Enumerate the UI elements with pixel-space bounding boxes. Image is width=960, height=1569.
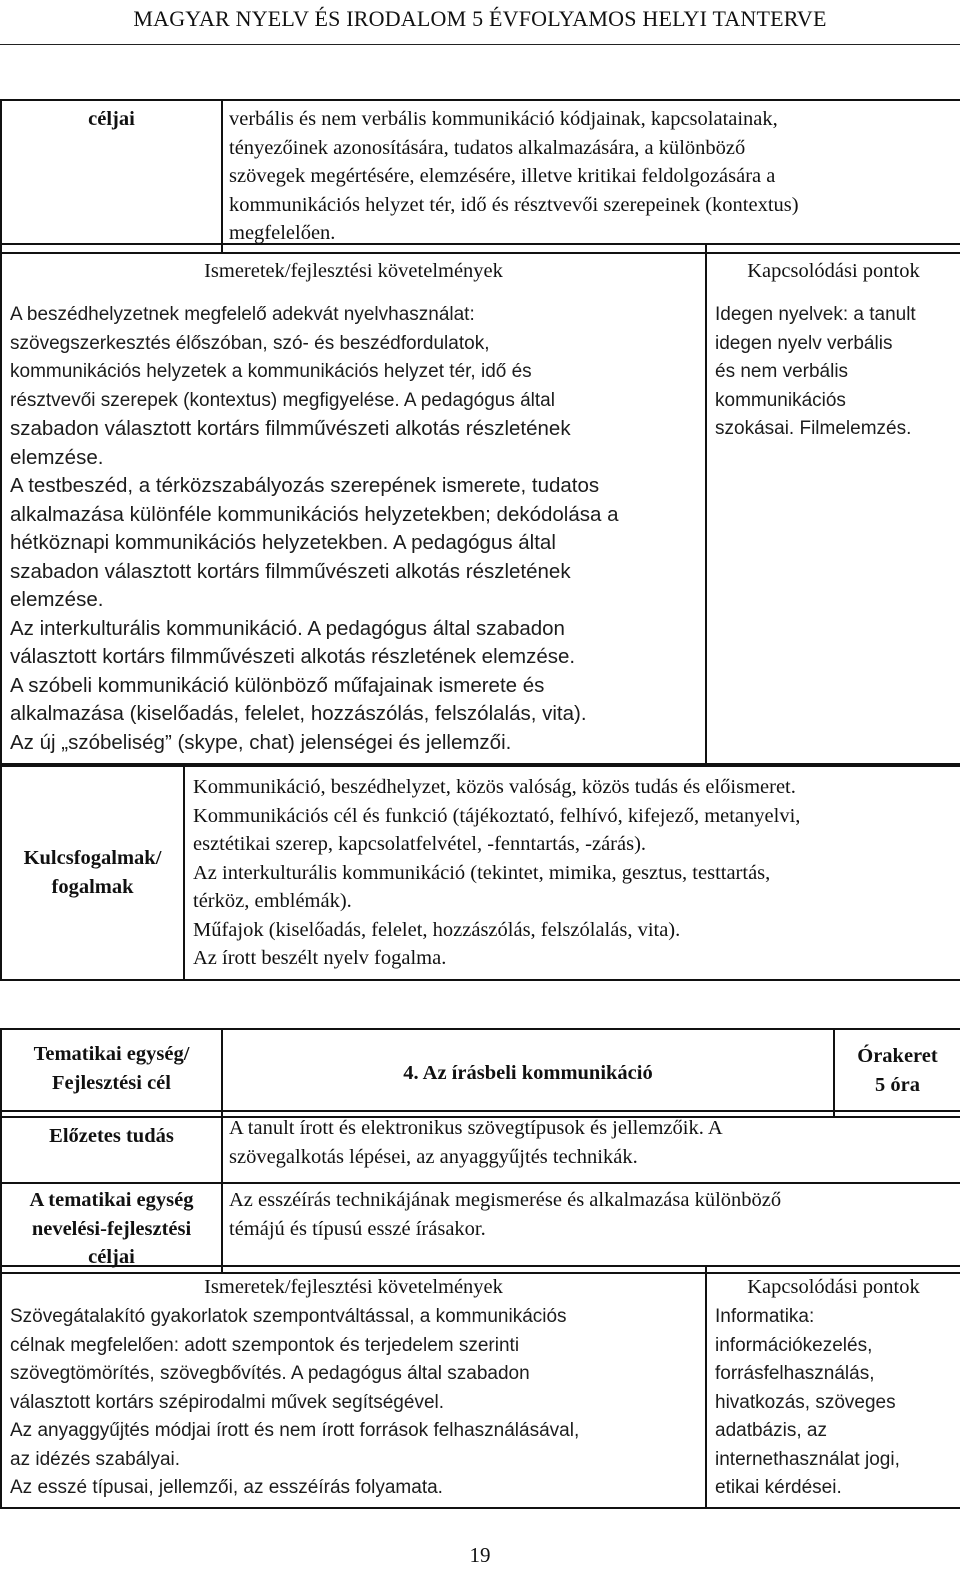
- text-line: alkalmazása különféle kommunikációs helyzetekben; dekódolása a: [10, 502, 619, 526]
- unit4-requirements-text: [1, 1303, 706, 1508]
- unit3-requirements-text: [1, 297, 706, 764]
- text-line: Az interkulturális kommunikáció. A pedagógus által szabadon: [10, 616, 565, 640]
- unit3-connections-text: [706, 297, 960, 764]
- unit4-goals-label: [1, 1183, 222, 1273]
- text-line: szabadon választott kortárs filmművészeti alkotás részletének: [10, 559, 571, 583]
- unit4-connections-text: [706, 1303, 960, 1508]
- text-line: Kommunikáció, beszédhelyzet, közös valóság, közös tudás és előismeret.: [193, 776, 796, 798]
- text-line: elemzése.: [10, 445, 104, 469]
- unit4-prior-label: Előzetes tudás: [1, 1111, 222, 1183]
- text-line: szövegtömörítés, szövegbővítés. A pedagógus által szabadon: [10, 1363, 530, 1384]
- text-line: alkalmazása (kiselőadás, felelet, hozzászólás, felszólalás, vita).: [10, 702, 587, 725]
- text-line: Az anyaggyűjtés módjai írott és nem írott források felhasználásával,: [10, 1420, 580, 1441]
- unit4-topic-label: [1, 1029, 222, 1117]
- text-line: térköz, emblémák).: [193, 890, 352, 912]
- text-line: kommunikációs: [715, 389, 846, 411]
- text-line: megfelelően.: [229, 222, 336, 244]
- text-line: információkezelés,: [715, 1334, 873, 1356]
- unit4-topic-table: [0, 1028, 960, 1118]
- text-line: szabadon választott kortárs filmművészeti alkotás részletének: [10, 417, 571, 440]
- unit3-goals-table: [0, 99, 960, 254]
- unit4-hours: [834, 1029, 960, 1117]
- text-line: kommunikációs helyzetek a kommunikációs helyzet tér, idő és: [10, 361, 532, 382]
- unit4-prior-text: [222, 1111, 960, 1183]
- unit4-connections-header: Kapcsolódási pontok: [706, 1266, 960, 1303]
- hours-label: Órakeret: [857, 1045, 938, 1067]
- text-line: szövegalkotás lépései, az anyaggyűjtés technikák.: [229, 1145, 638, 1168]
- page-number: 19: [469, 1543, 491, 1567]
- text-line: A szóbeli kommunikáció különböző műfajainak ismerete és: [10, 673, 545, 697]
- unit3-requirements-table: [0, 243, 960, 765]
- text-line: választott kortárs filmművészeti alkotás részletének elemzése.: [10, 645, 576, 668]
- page-header-title: MAGYAR NYELV ÉS IRODALOM 5 ÉVFOLYAMOS HELYI TANTERVE: [133, 6, 827, 31]
- text-line: Az esszéírás technikájának megismerése és alkalmazása különböző: [229, 1189, 782, 1211]
- text-line: verbális és nem verbális kommunikáció kódjainak, kapcsolatainak,: [229, 108, 778, 130]
- unit3-requirements-header: Ismeretek/fejlesztési követelmények: [1, 244, 706, 297]
- text-line: választott kortárs szépirodalmi művek segítségével.: [10, 1391, 445, 1413]
- unit4-prior-goals-table: [0, 1110, 960, 1274]
- text-line: Az új „szóbeliség” (skype, chat) jelenségei és jellemzői.: [10, 730, 512, 754]
- text-line: Szövegátalakító gyakorlatok szempontváltással, a kommunikációs: [10, 1306, 567, 1327]
- unit3-key-concepts-label: [1, 766, 184, 980]
- text-line: Kommunikációs cél és funkció (tájékoztató, felhívó, kifejező, metanyelvi,: [193, 804, 801, 827]
- text-line: Az esszé típusai, jellemzői, az esszéírás folyamata.: [10, 1477, 443, 1498]
- text-line: az idézés szabályai.: [10, 1448, 181, 1470]
- text-line: kommunikációs helyzet tér, idő és résztvevői szerepeinek (kontextus): [229, 193, 799, 216]
- text-line: és nem verbális: [715, 361, 849, 382]
- text-line: Idegen nyelvek: a tanult: [715, 304, 916, 325]
- unit3-goals-label: céljai: [1, 100, 222, 253]
- text-line: A testbeszéd, a térközszabályozás szerepének ismerete, tudatos: [10, 474, 600, 497]
- text-line: nevelési-fejlesztési: [31, 1217, 192, 1240]
- text-line: szövegek megértésére, elemzésére, illetve kritikai feldolgozására a: [229, 165, 776, 187]
- text-line: Kulcsfogalmak/: [23, 847, 162, 870]
- unit4-goals-text: [222, 1183, 960, 1273]
- text-line: szövegszerkesztés élőszóban, szó- és beszédfordulatok,: [10, 332, 490, 354]
- unit4-topic-title: 4. Az írásbeli kommunikáció: [222, 1029, 834, 1117]
- text-line: résztvevői szerepek (kontextus) megfigyelése. A pedagógus által: [10, 389, 555, 411]
- header-divider: [0, 44, 960, 45]
- text-line: internethasználat jogi,: [715, 1448, 900, 1470]
- text-line: adatbázis, az: [715, 1420, 827, 1441]
- text-line: szokásai. Filmelemzés.: [715, 418, 912, 439]
- unit3-key-concepts-table: [0, 765, 960, 981]
- unit3-key-concepts-text: [184, 766, 960, 980]
- unit3-goals-text: [222, 100, 960, 253]
- text-line: elemzése.: [10, 588, 104, 611]
- text-line: céljai: [88, 1246, 135, 1268]
- text-line: Informatika:: [715, 1306, 815, 1327]
- text-line: A tanult írott és elektronikus szövegtípusok és jellemzőik. A: [229, 1117, 723, 1139]
- text-line: hétköznapi kommunikációs helyzetekben. A pedagógus által: [10, 531, 556, 554]
- unit4-requirements-table: [0, 1265, 960, 1509]
- text-line: etikai kérdései.: [715, 1477, 842, 1498]
- text-line: tényezőinek azonosítására, tudatos alkalmazására, a különböző: [229, 136, 746, 159]
- text-line: Az interkulturális kommunikáció (tekintet, mimika, gesztus, testtartás,: [193, 861, 771, 884]
- text-line: Műfajok (kiselőadás, felelet, hozzászólás, felszólalás, vita).: [193, 918, 681, 941]
- text-line: Fejlesztési cél: [52, 1071, 171, 1094]
- text-line: A tematikai egység: [29, 1189, 194, 1211]
- unit4-requirements-header: Ismeretek/fejlesztési követelmények: [1, 1266, 706, 1303]
- text-line: idegen nyelv verbális: [715, 332, 893, 354]
- text-line: célnak megfelelően: adott szempontok és terjedelem szerinti: [10, 1334, 520, 1356]
- text-line: témájú és típusú esszé írásakor.: [229, 1217, 486, 1240]
- text-line: hivatkozás, szöveges: [715, 1391, 896, 1413]
- text-line: Tematikai egység/: [33, 1043, 190, 1065]
- text-line: A beszédhelyzetnek megfelelő adekvát nyelvhasználat:: [10, 304, 475, 325]
- unit3-connections-header: Kapcsolódási pontok: [706, 244, 960, 297]
- text-line: forrásfelhasználás,: [715, 1363, 875, 1384]
- hours-value: 5 óra: [875, 1073, 920, 1096]
- text-line: esztétikai szerep, kapcsolatfelvétel, -fenntartás, -zárás).: [193, 833, 647, 855]
- text-line: fogalmak: [51, 875, 134, 898]
- text-line: Az írott beszélt nyelv fogalma.: [193, 947, 447, 969]
